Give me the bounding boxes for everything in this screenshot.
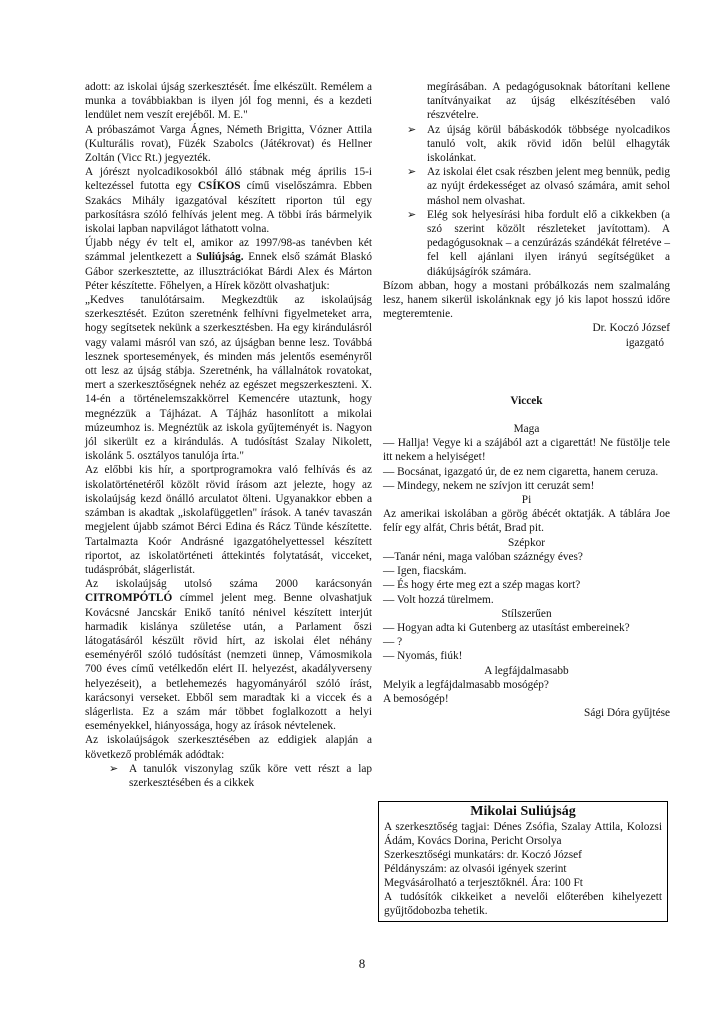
problem-list: [85, 762, 372, 790]
joke-line: — Nyomás, fiúk!: [383, 650, 463, 663]
jokes-section: [383, 422, 670, 706]
signature-name: Dr. Koczó József: [592, 322, 670, 335]
paragraph: adott: az iskolai újság szerkesztését. Íme elkészült. Remélem a munka a továbbiakban is ilyen jól fog menni, és a kezdeti lendület nem veszít erejéből. M. E.": [85, 81, 372, 122]
paragraph: A jórészt nyolcadikosokból álló stábnak még április 15-i keltezéssel futotta egy CSÍKOS című viselőszámra. Ebben Szakács Mihály igazgatóval készített riporton túl egy parkosításra szóló felhívás jelent meg. A többi írás bármelyik iskolai lapban napvilágot láthatott volna.: [85, 166, 372, 236]
masthead-line: Szerkesztőségi munkatárs: dr. Koczó József: [384, 849, 582, 861]
masthead-line: A tudósítók cikkeiket a nevelői előterében kihelyezett gyűjtődobozba tehetik.: [384, 891, 662, 917]
list-item: ➢ A tanulók viszonylag szűk köre vett részt a lap szerkesztésében és a cikkek: [109, 762, 372, 789]
joke-line: Melyik a legfájdalmasabb mosógép?: [383, 678, 549, 691]
paragraph: Újabb négy év telt el, amikor az 1997/98-as tanévben két számmal jelentkezett a Suliújság. Ennek első számát Blaskó Gábor szerkesztette, az illusztrációkat Bárdi Alex és Márton Péter készítette. Főhelyen, a Hírek között olvashatjuk:: [85, 237, 372, 292]
paragraph: megírásában. A pedagógusoknak bátorítani kellene tanítványaikat az újság elkészítésében való részvételre.: [427, 81, 670, 122]
masthead-line: A szerkesztőség tagjai: Dénes Zsófia, Szalay Attila, Kolozsi Ádám, Kovács Dorina, Pericht Orsolya: [384, 821, 662, 847]
page-number: 8: [358, 956, 366, 971]
signature-role: igazgató: [625, 336, 664, 349]
joke-line: A bemosógép!: [383, 692, 449, 705]
joke-line: Az amerikai iskolában a görög ábécét oktatják. A táblára Joe felír egy alfát, Chris bétát, Brad pit.: [383, 508, 670, 535]
problem-list: [383, 123, 670, 279]
paragraph: A próbaszámot Varga Ágnes, Németh Brigitta, Vózner Attila (Kulturális rovat), Füzék Szabolcs (Játékrovat) és Hellner Zoltán (Vicc Rt.) jegyezték.: [85, 123, 372, 165]
joke-title: Pi: [521, 494, 532, 507]
bold-title: CSÍKOS: [197, 180, 241, 193]
joke-line: — Hogyan adta ki Gutenberg az utasítást embereinek?: [383, 621, 630, 634]
arrow-bullet-icon: ➢: [407, 123, 417, 136]
joke-title: Szépkor: [507, 536, 546, 549]
jokes-collector: Sági Dóra gyűjtése: [584, 707, 670, 720]
joke-line: — Hallja! Vegye ki a szájából azt a cigarettát! Ne füstölje tele itt nekem a helyiséget!: [383, 437, 670, 464]
joke-title: A legfájdalmasabb: [484, 664, 569, 677]
arrow-bullet-icon: ➢: [407, 208, 417, 221]
joke-line: —Tanár néni, maga valóban száznégy éves?: [383, 550, 583, 563]
joke-line: — Mindegy, nekem ne szívjon itt ceruzát sem!: [383, 479, 595, 492]
masthead-title: Mikolai Suliújság: [470, 804, 576, 819]
bold-title: Suliújság.: [196, 251, 244, 264]
joke-line: — Volt hozzá türelmem.: [383, 593, 494, 606]
masthead-box: [378, 801, 668, 922]
list-item: ➢ Az újság körül bábáskodók többsége nyolcadikos tanuló volt, akik rövid időn belül elhagyták iskolánkat.: [407, 123, 670, 165]
right-column: [383, 80, 670, 720]
joke-title: Maga: [513, 423, 540, 436]
quote-paragraph: „Kedves tanulótársaim. Megkezdtük az iskolaújság szerkesztését. Ezúton szeretnénk felhívni figyelmeteket arra, hogy segítsetek nekünk a szerkesztésben. Ha egy kirándulásról vagy valami másról van szó, az újságban benne lesz. Továbbá lesznek sportesemények, és minden más jelentős eseményről ott lesz az újság stábja. Szeretnénk, ha vállalnátok rovatokat, mert a szerkesztőségnek nehéz az egészet megszerkeszteni. X. 14-én a történelemszakkörrel Kemencére utaztunk, hogy megnézzük a Tájházat. A Tájház hasonlított a mikolai múzeumhoz is. Megnéztük az iskola gyűjteményét is. Nagyon jól sikerült ez a kirándulás. A tudósítást Szalay Nikolett, iskolánk 5. osztályos tanulója írta.": [85, 294, 372, 463]
list-item: ➢ Az iskolai élet csak részben jelent meg bennük, pedig az nyújt érdekességet az olvasó számára, amit sehol máshol nem olvashat.: [407, 166, 670, 207]
bold-title: CITROMPÓTLÓ: [85, 592, 173, 605]
joke-line: — ?: [383, 636, 403, 649]
paragraph: Az iskolaújság utolsó száma 2000 karácsonyán CITROMPÓTLÓ címmel jelent meg. Benne olvashatjuk Kovácsné Jancskár Enikő tanító nénivel készített interjút harmadik kislánya születése után, a Parlament őszi látogatásáról készült rövid hírt, az iskolai élet néhány eseményéről szóló tudósítást (nemzeti ünnep, Vámosmikola 700 éves című vetélkedőn elért II. helyezést, akadályverseny helyezéseit), a betlehemezés hagyományáról szóló írást, karácsonyi verseket. Ebből sem maradtak ki a viccek és a slágerlista. Ez a szám már többet foglalkozott a helyi eseményekkel, hiányossága, hogy az írások névtelenek.: [85, 578, 372, 733]
paragraph: Az előbbi kis hír, a sportprogramokra való felhívás és az iskolatörténetéről közölt rövid írásom azt jelezte, hogy az iskolaújság kezd önálló arculatot ölteni. Ugyanakkor ebben a számban is akadtak „iskolafüggetlen" írások. A tanév tavaszán megjelent újabb számot Bérci Edina és Rácz Tünde készítette. Tartalmazta Koór Andrásné igazgatóhelyettessel készített riportot, az iskolatörténeti áttekintés folytatását, vicceket, tudáspróbát, slágerlistát.: [85, 464, 372, 576]
masthead-line: Megvásárolható a terjesztőknél. Ára: 100 Ft: [384, 877, 583, 889]
arrow-bullet-icon: ➢: [407, 166, 417, 179]
arrow-bullet-icon: ➢: [109, 762, 119, 775]
joke-line: — Igen, fiacskám.: [383, 565, 467, 578]
list-item: ➢ Elég sok helyesírási hiba fordult elő a cikkekben (a szó szerint közölt részleteket javítottam). A pedagógusoknak – a cenzúrázás szándékát félretéve – fel kell ajánlani ilyen irányú segítségüket a diákújságírók számára.: [407, 208, 670, 278]
jokes-heading: Viccek: [510, 394, 543, 407]
masthead-line: Példányszám: az olvasói igények szerint: [384, 863, 567, 875]
joke-line: — Bocsánat, igazgató úr, de ez nem cigaretta, hanem ceruza.: [383, 465, 659, 478]
joke-title: Stílszerűen: [501, 607, 552, 620]
left-column: [85, 80, 372, 790]
joke-line: — És hogy érte meg ezt a szép magas kort?: [383, 579, 581, 592]
paragraph: Bízom abban, hogy a mostani próbálkozás nem szalmaláng lesz, hanem sikerül iskolánknak egy jó kis lapot hosszú időre megteremtenie.: [383, 279, 670, 321]
paragraph: Az iskolaújságok szerkesztésében az eddigiek alapján a következő problémák adódtak:: [85, 734, 372, 761]
